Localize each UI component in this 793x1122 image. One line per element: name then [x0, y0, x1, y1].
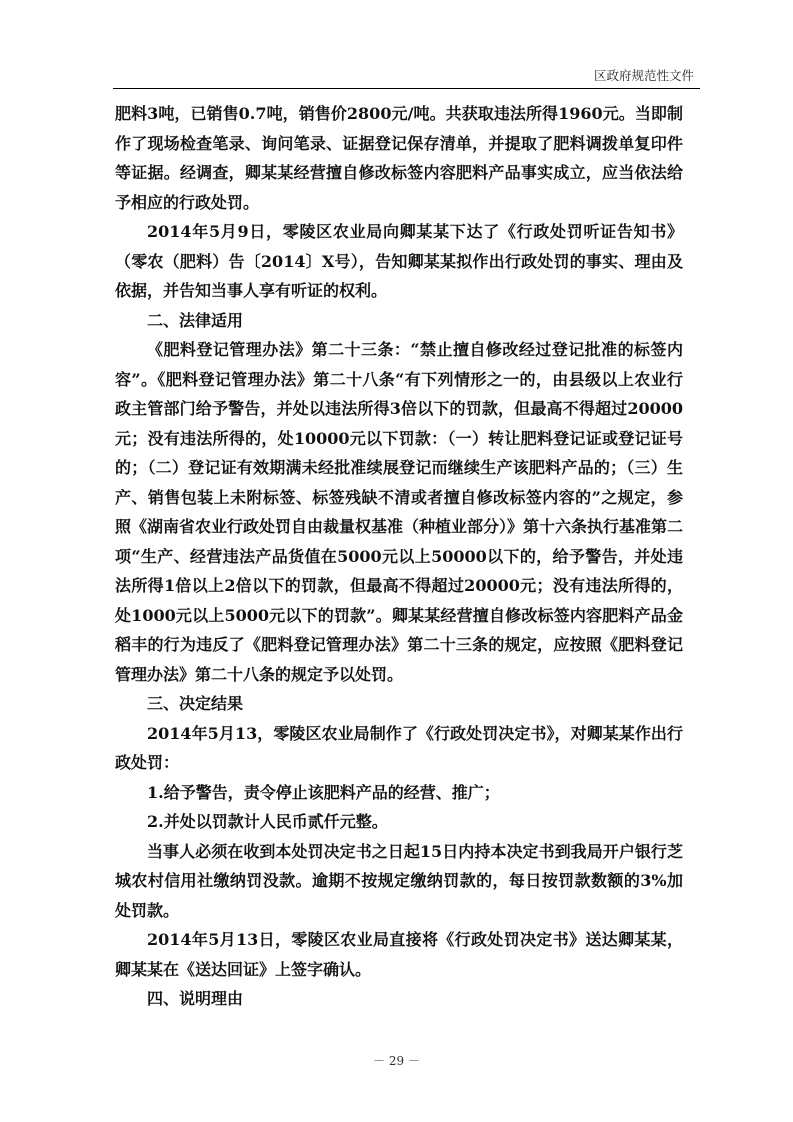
paragraph-investigation: 肥料3吨，已销售0.7吨，销售价2800元/吨。共获取违法所得1960元。当即制作了现场检查笔录、询问笔录、证据登记保存清单，并提取了肥料调拨单复印件等证据。经调查，卿某某经营擅自修改标签内容肥料产品事实成立，应当依法给予相应的行政处罚。: [115, 104, 683, 212]
document-body: [115, 99, 683, 1014]
section-heading-legal-basis: 二、法律适用: [147, 310, 244, 330]
paragraph-legal-basis: 《肥料登记管理办法》第二十三条：“禁止擅自修改经过登记批准的标签内容”。《肥料登记管理办法》第二十八条“有下列情形之一的，由县级以上农业行政主管部门给予警告，并处以违法所得3倍以下的罚款，但最高不得超过20000元；没有违法所得的，处10000元以下罚款：（一）转让肥料登记证或登记证号的；（二）登记证有效期满未经批准续展登记而继续生产该肥料产品的；（三）生产、销售包装上未附标签、标签残缺不清或者擅自修改标签内容的”之规定，参照《湖南省农业行政处罚自由裁量权基准（种植业部分）》第十六条执行基准第二项“生产、经营违法产品货值在5000元以上50000以下的，给予警告，并处违法所得1倍以上2倍以下的罚款，但最高不得超过20000元；没有违法所得的，处1000元以上5000元以下的罚款”。卿某某经营擅自修改标签内容肥料产品金稻丰的行为违反了《肥料登记管理办法》第二十三条的规定，应按照《肥料登记管理办法》第二十八条的规定予以处罚。: [115, 340, 684, 684]
section-heading-reasons: 四、说明理由: [147, 989, 244, 1008]
paragraph-decision-item-1: 1.给予警告，责令停止该肥料产品的经营、推广；: [147, 782, 500, 802]
paragraph-decision-intro: 2014年5月13，零陵区农业局制作了《行政处罚决定书》，对卿某某作出行政处罚：: [115, 723, 683, 772]
header-rule: [113, 88, 700, 89]
paragraph-decision-item-2: 2.并处以罚款计人民币贰仟元整。: [147, 812, 388, 831]
header-label: 区政府规范性文件: [593, 68, 694, 83]
section-heading-decision: 三、决定结果: [147, 694, 244, 713]
paragraph-service: 2014年5月13日，零陵区农业局直接将《行政处罚决定书》送达卿某某，卿某某在《送达回证》上签字确认。: [115, 930, 683, 979]
page-number: － 29 －: [373, 1054, 420, 1068]
paragraph-hearing-notice: 2014年5月9日，零陵区农业局向卿某某下达了《行政处罚听证告知书》（零农（肥料）告〔2014〕X号），告知卿某某拟作出行政处罚的事实、理由及依据，并告知当事人享有听证的权利。: [115, 222, 683, 300]
paragraph-payment: 当事人必须在收到本处罚决定书之日起15日内持本决定书到我局开户银行芝城农村信用社缴纳罚没款。逾期不按规定缴纳罚款的，每日按罚款数额的3%加处罚款。: [115, 841, 683, 920]
